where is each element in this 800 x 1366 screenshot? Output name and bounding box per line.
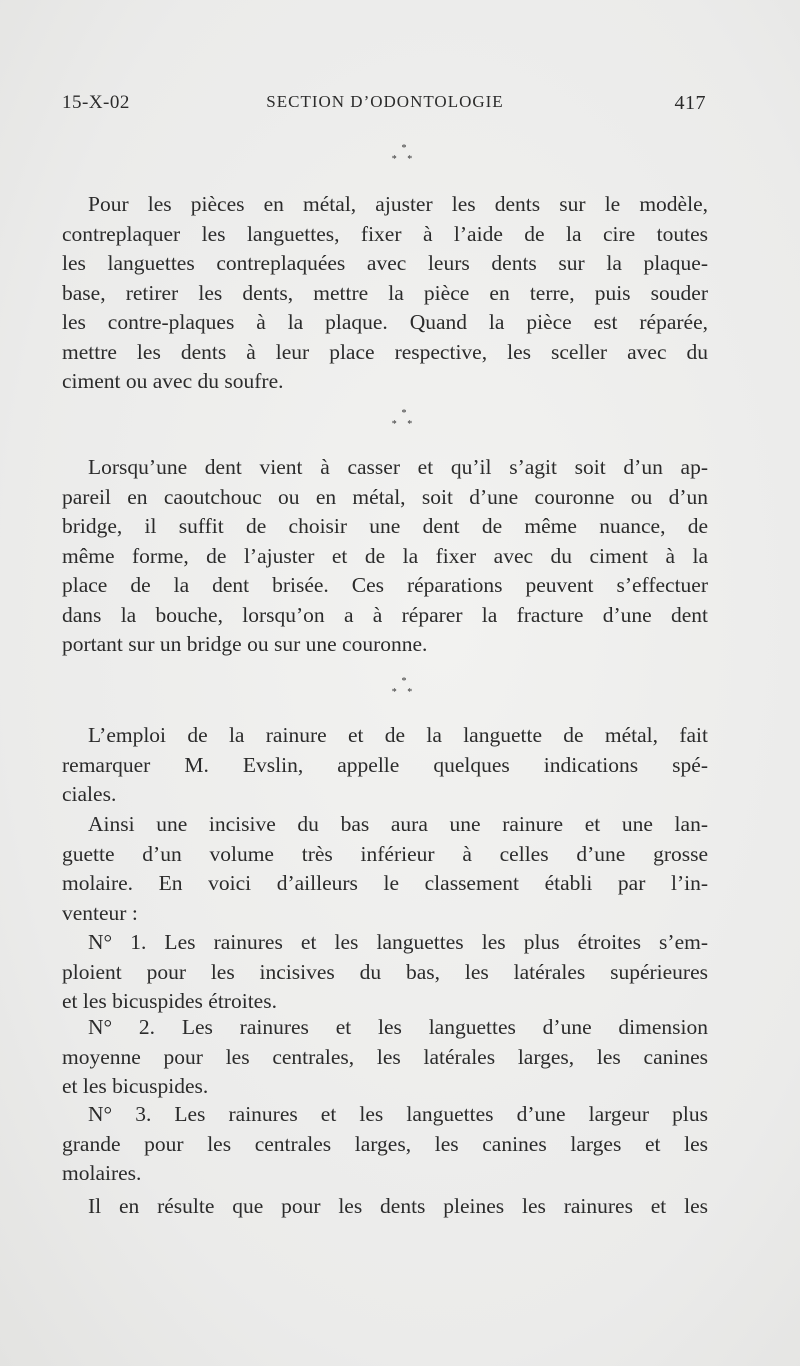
asterism-top: * <box>401 143 407 154</box>
text-line: pareil en caoutchouc ou en métal, soit d’une couronne ou d’un <box>62 484 708 509</box>
text-line: les contre-plaques à la plaque. Quand la pièce est réparée, <box>62 310 708 334</box>
paragraph <box>62 190 708 397</box>
text-line: ciment ou avec du soufre. <box>62 369 284 393</box>
text-line: N° 2. Les rainures et les languettes d’une dimension <box>88 1015 708 1039</box>
text-line: contreplaquer les languettes, fixer à l’aide de la cire toutes <box>62 221 708 246</box>
text-line: Pour les pièces en métal, ajuster les dents sur le modèle, <box>88 192 708 216</box>
text-line: bridge, il suffit de choisir une dent de même nuance, de <box>62 514 708 538</box>
text-line: mettre les dents à leur place respective, les sceller avec du <box>62 339 708 364</box>
text-line: Ainsi une incisive du bas aura une rainure et une lan- <box>88 812 708 836</box>
text-line: Il en résulte que pour les dents pleines les rainures et les <box>88 1194 708 1218</box>
text-line: L’emploi de la rainure et de la languette de métal, fait <box>88 723 708 747</box>
text-line: base, retirer les dents, mettre la pièce en terre, puis souder <box>62 280 708 305</box>
asterism-bottom: * * <box>391 419 417 430</box>
text-line: ploient pour les incisives du bas, les latérales supérieures <box>62 959 708 984</box>
header-date: 15-X-02 <box>62 92 130 113</box>
paragraph <box>62 810 708 928</box>
text-line: ciales. <box>62 782 117 806</box>
header-section-title: SECTION D’ODONTOLOGIE <box>266 92 504 111</box>
paragraph <box>62 721 708 810</box>
asterism-separator <box>0 676 800 698</box>
text-line: portant sur un bridge ou sur une couronne. <box>62 632 428 656</box>
paragraph-item-2 <box>62 1013 708 1102</box>
text-line: place de la dent brisée. Ces réparations peuvent s’effectuer <box>62 573 708 597</box>
text-line: molaires. <box>62 1161 142 1185</box>
text-line: molaire. En voici d’ailleurs le classement établi par l’in- <box>62 871 708 895</box>
text-line: N° 3. Les rainures et les languettes d’une largeur plus <box>88 1102 708 1126</box>
paragraph-item-1 <box>62 928 708 1017</box>
text-line: Lorsqu’une dent vient à casser et qu’il s’agit soit d’un ap- <box>88 455 708 479</box>
text-line: les languettes contreplaquées avec leurs dents sur la plaque- <box>62 251 708 275</box>
asterism-separator <box>0 143 800 165</box>
text-line: remarquer M. Evslin, appelle quelques indications spé- <box>62 752 708 777</box>
asterism-top: * <box>401 676 407 687</box>
paragraph <box>62 1192 708 1222</box>
paragraph <box>62 453 708 660</box>
asterism-bottom: * * <box>391 687 417 698</box>
text-line: dans la bouche, lorsqu’on a à réparer la fracture d’une dent <box>62 602 708 627</box>
asterism-separator <box>0 408 800 430</box>
running-header <box>62 90 708 120</box>
paragraph-item-3 <box>62 1100 708 1189</box>
text-line: moyenne pour les centrales, les latérales larges, les canines <box>62 1044 708 1069</box>
text-line: et les bicuspides étroites. <box>62 989 277 1013</box>
text-line: et les bicuspides. <box>62 1074 209 1098</box>
text-line: venteur : <box>62 900 138 925</box>
text-line: N° 1. Les rainures et les languettes les plus étroites s’em- <box>88 930 708 954</box>
text-line: grande pour les centrales larges, les canines larges et les <box>62 1131 708 1156</box>
asterism-top: * <box>401 408 407 419</box>
text-line: même forme, de l’ajuster et de la fixer avec du ciment à la <box>62 543 708 568</box>
asterism-bottom: * * <box>391 154 417 165</box>
text-line: guette d’un volume très inférieur à celles d’une grosse <box>62 841 708 866</box>
page-number: 417 <box>674 92 706 114</box>
